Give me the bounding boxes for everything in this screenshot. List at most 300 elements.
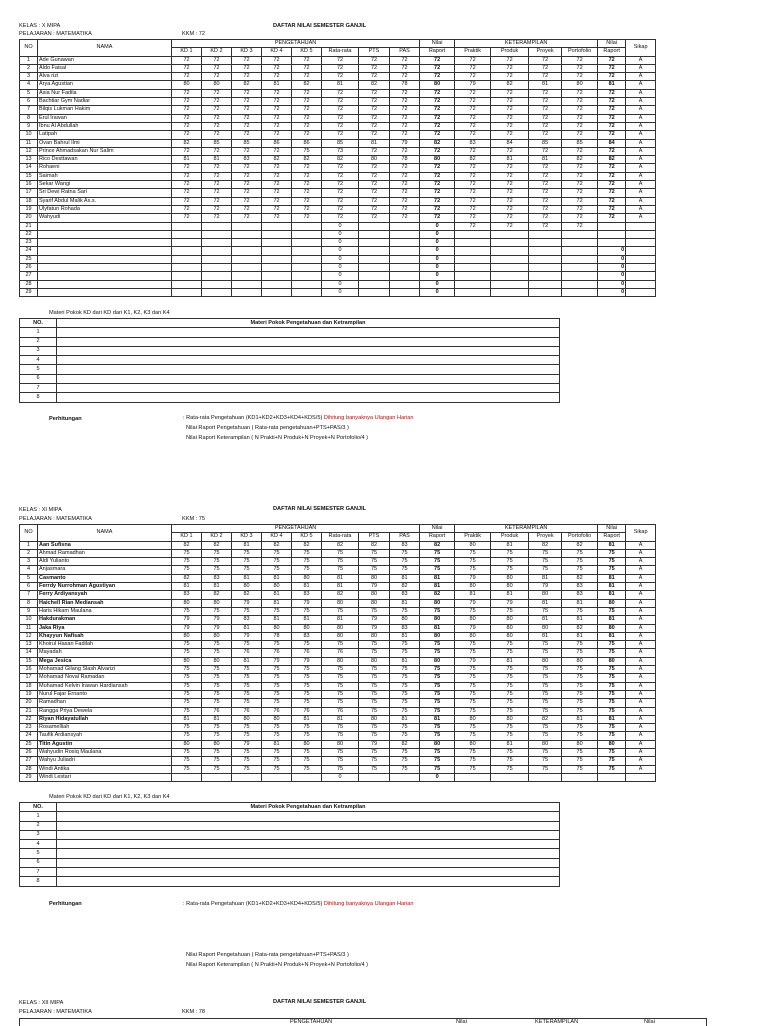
cell-value: 75 xyxy=(420,674,455,682)
cell-value xyxy=(202,255,232,263)
cell-no: 28 xyxy=(20,280,38,288)
cell-value: 83 xyxy=(292,591,322,599)
cell-no: 5 xyxy=(20,89,38,97)
cell-value: 72 xyxy=(598,89,626,97)
table-row xyxy=(20,682,656,690)
cell-value: 75 xyxy=(598,649,626,657)
cell-value: 72 xyxy=(529,197,562,205)
cell-value: 75 xyxy=(172,682,202,690)
cell-value: 72 xyxy=(491,89,529,97)
cell-value: 75 xyxy=(420,549,455,557)
cell-value xyxy=(262,239,292,247)
cell-value xyxy=(262,288,292,296)
cell-value: 72 xyxy=(455,205,491,213)
cell-value: 72 xyxy=(262,189,292,197)
cell-value: 75 xyxy=(359,674,390,682)
cell-value: 75 xyxy=(529,699,562,707)
cell-value: 72 xyxy=(390,164,420,172)
cell-value xyxy=(562,255,598,263)
cell-nama: Casmanto xyxy=(38,574,172,582)
cell-value: 81 xyxy=(262,599,292,607)
cell-value: 72 xyxy=(390,89,420,97)
cell-value: 72 xyxy=(292,64,322,72)
cell-value xyxy=(455,280,491,288)
cell-value: 72 xyxy=(562,131,598,139)
cell-value: 72 xyxy=(202,114,232,122)
cell-value xyxy=(562,773,598,781)
cell-value: 75 xyxy=(529,682,562,690)
cell-value: 0 xyxy=(420,230,455,238)
cell-value: 80 xyxy=(491,715,529,723)
cell-value: 72 xyxy=(491,106,529,114)
cell-value: 72 xyxy=(172,98,202,106)
cell-value: 72 xyxy=(322,172,359,180)
cell-value: 72 xyxy=(322,214,359,222)
cell-value xyxy=(455,272,491,280)
cell-value: 72 xyxy=(562,222,598,230)
materi-row xyxy=(20,384,560,393)
cell-value: 72 xyxy=(322,205,359,213)
cell-value: 79 xyxy=(292,599,322,607)
cell-value: A xyxy=(626,624,656,632)
cell-nama xyxy=(38,222,172,230)
cell-value: 0 xyxy=(420,239,455,247)
cell-value: A xyxy=(626,674,656,682)
cell-value xyxy=(390,272,420,280)
cell-value: 72 xyxy=(232,214,262,222)
cell-value: 72 xyxy=(262,147,292,155)
table-row xyxy=(20,147,656,155)
cell-value: 75 xyxy=(598,724,626,732)
table-row xyxy=(20,574,656,582)
cell-value: 72 xyxy=(455,189,491,197)
cell-value: 72 xyxy=(359,147,390,155)
cell-value: 72 xyxy=(455,147,491,155)
table-row xyxy=(20,239,656,247)
cell-value: 75 xyxy=(322,757,359,765)
cell-value: 72 xyxy=(455,172,491,180)
cell-value: 75 xyxy=(232,749,262,757)
cell-nama: Taufik Ardiansyah xyxy=(38,732,172,740)
cell-value: 75 xyxy=(491,707,529,715)
cell-value: 72 xyxy=(202,122,232,130)
cell-no: 13 xyxy=(20,156,38,164)
cell-value: 75 xyxy=(529,765,562,773)
cell-no: 12 xyxy=(20,632,38,640)
cell-value xyxy=(390,288,420,296)
cell-value: 72 xyxy=(491,122,529,130)
cell-value xyxy=(455,247,491,255)
cell-value: 75 xyxy=(529,757,562,765)
materi-no: 3 xyxy=(20,346,57,355)
cell-value: 78 xyxy=(390,81,420,89)
cell-value: 75 xyxy=(359,690,390,698)
cell-value: 75 xyxy=(202,566,232,574)
cell-value: 0 xyxy=(598,264,626,272)
cell-value: 75 xyxy=(292,690,322,698)
materi-row xyxy=(20,849,560,858)
cell-value xyxy=(172,222,202,230)
cell-value: A xyxy=(626,632,656,640)
cell-value: 72 xyxy=(359,189,390,197)
cell-value: 81 xyxy=(529,81,562,89)
materi-no: 8 xyxy=(20,393,57,402)
cell-value: 82 xyxy=(420,541,455,549)
cell-value: 75 xyxy=(598,607,626,615)
section3-pengetahuan-head: PENGETAHUAN xyxy=(290,1019,333,1025)
cell-value: 79 xyxy=(202,616,232,624)
cell-value: 80 xyxy=(529,657,562,665)
cell-value xyxy=(529,280,562,288)
subheader-raport-2: Raport xyxy=(598,533,626,541)
materi-content xyxy=(57,821,560,830)
table-row xyxy=(20,707,656,715)
cell-value: 81 xyxy=(390,574,420,582)
cell-nama: Prince Ahmadsakan Nur Salim xyxy=(38,147,172,155)
cell-value: 81 xyxy=(322,574,359,582)
header-nilai-2: Nilai xyxy=(598,525,626,533)
cell-value xyxy=(491,239,529,247)
cell-value xyxy=(292,264,322,272)
cell-value: 75 xyxy=(202,558,232,566)
grade-table xyxy=(19,39,656,297)
cell-value: 81 xyxy=(491,657,529,665)
cell-value: 79 xyxy=(292,657,322,665)
cell-value xyxy=(262,272,292,280)
cell-value: 81 xyxy=(202,583,232,591)
table-header-row xyxy=(20,40,656,48)
cell-value: 72 xyxy=(455,64,491,72)
cell-nama: Aan Sufisna xyxy=(38,541,172,549)
cell-value: 72 xyxy=(322,122,359,130)
cell-value: 75 xyxy=(420,666,455,674)
cell-nama: Syarif Abdul Malik As.s. xyxy=(38,197,172,205)
cell-value: 72 xyxy=(322,114,359,122)
cell-value: 72 xyxy=(420,89,455,97)
cell-value: 75 xyxy=(491,549,529,557)
cell-value: 82 xyxy=(262,156,292,164)
cell-value: 80 xyxy=(491,574,529,582)
cell-value: 75 xyxy=(262,699,292,707)
cell-value: 0 xyxy=(420,773,455,781)
cell-value: 75 xyxy=(420,707,455,715)
cell-value: 72 xyxy=(491,164,529,172)
cell-value: 75 xyxy=(172,666,202,674)
cell-value: 72 xyxy=(172,172,202,180)
cell-value: 0 xyxy=(322,280,359,288)
cell-value: 72 xyxy=(390,197,420,205)
cell-value: 75 xyxy=(172,749,202,757)
cell-value: 72 xyxy=(359,98,390,106)
cell-value: 79 xyxy=(359,583,390,591)
cell-value: 80 xyxy=(529,624,562,632)
cell-value: 75 xyxy=(232,699,262,707)
cell-nama: Ibnu Al Abdullah xyxy=(38,122,172,130)
cell-value: A xyxy=(626,707,656,715)
cell-value xyxy=(172,280,202,288)
cell-value: 72 xyxy=(172,214,202,222)
cell-value xyxy=(390,247,420,255)
cell-nama xyxy=(38,272,172,280)
cell-value: 75 xyxy=(562,765,598,773)
cell-no: 2 xyxy=(20,64,38,72)
cell-no: 9 xyxy=(20,122,38,130)
cell-no: 14 xyxy=(20,164,38,172)
cell-value: A xyxy=(626,56,656,64)
cell-value: 72 xyxy=(232,197,262,205)
cell-nama: Wahyudi xyxy=(38,214,172,222)
cell-value: 72 xyxy=(322,89,359,97)
cell-value: 81 xyxy=(598,616,626,624)
subheader-pengetahuan-7: PAS xyxy=(390,48,420,56)
materi-no: 7 xyxy=(20,868,57,877)
cell-nama: Ramadhan xyxy=(38,699,172,707)
cell-value: 75 xyxy=(202,749,232,757)
cell-value xyxy=(598,230,626,238)
cell-value: 0 xyxy=(420,288,455,296)
cell-no: 18 xyxy=(20,197,38,205)
materi-content xyxy=(57,384,560,393)
cell-value: 75 xyxy=(562,682,598,690)
table-row xyxy=(20,765,656,773)
subheader-raport: Raport xyxy=(420,533,455,541)
cell-value: 72 xyxy=(322,106,359,114)
cell-value: 80 xyxy=(359,632,390,640)
cell-value: 72 xyxy=(322,164,359,172)
cell-value: 72 xyxy=(202,73,232,81)
cell-no: 2 xyxy=(20,549,38,557)
cell-nama: Rosamelliah xyxy=(38,724,172,732)
materi-row xyxy=(20,346,560,355)
cell-value: 78 xyxy=(262,632,292,640)
section1-perhitungan-label: Perhitungan xyxy=(49,416,82,422)
cell-value: 75 xyxy=(491,674,529,682)
cell-nama: Mohamad Gilang Slash Alvarizi xyxy=(38,666,172,674)
cell-value: 72 xyxy=(202,98,232,106)
cell-value: 72 xyxy=(529,147,562,155)
cell-value: 75 xyxy=(455,699,491,707)
cell-value: 75 xyxy=(390,765,420,773)
cell-value: 76 xyxy=(232,649,262,657)
cell-value: 81 xyxy=(390,715,420,723)
cell-no: 25 xyxy=(20,255,38,263)
cell-value: 75 xyxy=(322,641,359,649)
cell-value: 75 xyxy=(232,690,262,698)
cell-value: 81 xyxy=(562,715,598,723)
cell-value xyxy=(292,773,322,781)
cell-value: 72 xyxy=(598,131,626,139)
cell-value: 72 xyxy=(455,164,491,172)
cell-value: 81 xyxy=(232,574,262,582)
cell-value: 72 xyxy=(292,181,322,189)
cell-value: 72 xyxy=(562,205,598,213)
cell-value: 75 xyxy=(172,757,202,765)
cell-value: 82 xyxy=(390,583,420,591)
cell-value: 72 xyxy=(232,172,262,180)
cell-value: 82 xyxy=(529,715,562,723)
cell-value: A xyxy=(626,214,656,222)
cell-value: 80 xyxy=(529,591,562,599)
cell-value: 83 xyxy=(172,591,202,599)
cell-value: 75 xyxy=(455,641,491,649)
cell-value: 75 xyxy=(292,566,322,574)
subheader-pengetahuan-2: KD 3 xyxy=(232,533,262,541)
table-row xyxy=(20,749,656,757)
cell-value: 72 xyxy=(359,214,390,222)
cell-no: 10 xyxy=(20,131,38,139)
cell-value: 75 xyxy=(292,732,322,740)
cell-value: 82 xyxy=(172,541,202,549)
cell-value: 81 xyxy=(232,541,262,549)
cell-value xyxy=(359,222,390,230)
cell-value: 81 xyxy=(172,715,202,723)
cell-value xyxy=(359,239,390,247)
cell-value: 80 xyxy=(598,599,626,607)
cell-value: 75 xyxy=(562,674,598,682)
cell-value: 72 xyxy=(202,147,232,155)
section1-formula-2: Nilai Raport Pengetahuan ( Rata-rata pengetahuan+PTS+PAS/3 ) xyxy=(186,425,349,431)
cell-value xyxy=(390,239,420,247)
materi-header-row xyxy=(20,803,560,812)
table-row xyxy=(20,205,656,213)
cell-value: 76 xyxy=(232,707,262,715)
subheader-keterampilan-2: Proyek xyxy=(529,533,562,541)
cell-value: 75 xyxy=(359,566,390,574)
cell-value xyxy=(359,773,390,781)
cell-value: 72 xyxy=(420,56,455,64)
subheader-pengetahuan-7: PAS xyxy=(390,533,420,541)
materi-no: 5 xyxy=(20,849,57,858)
cell-value: 80 xyxy=(202,657,232,665)
cell-value: 80 xyxy=(262,624,292,632)
materi-row xyxy=(20,374,560,383)
cell-value: 80 xyxy=(202,632,232,640)
cell-value: 72 xyxy=(172,197,202,205)
table-row xyxy=(20,214,656,222)
cell-value: 75 xyxy=(262,674,292,682)
table-row xyxy=(20,73,656,81)
section2-kelas: KELAS : XI MIPA xyxy=(19,507,62,513)
materi-row xyxy=(20,877,560,886)
cell-no: 4 xyxy=(20,566,38,574)
header-sikap: Sikap xyxy=(626,525,656,542)
cell-value: 75 xyxy=(292,147,322,155)
cell-value: 75 xyxy=(598,732,626,740)
cell-value: 75 xyxy=(292,549,322,557)
cell-value: 72 xyxy=(491,197,529,205)
cell-no: 24 xyxy=(20,732,38,740)
cell-value xyxy=(390,230,420,238)
cell-value: 81 xyxy=(292,616,322,624)
cell-value: A xyxy=(626,147,656,155)
cell-value: 72 xyxy=(322,131,359,139)
section3-pelajaran: PELAJARAN : MATEMATIKA xyxy=(19,1009,92,1015)
cell-value: 72 xyxy=(562,98,598,106)
cell-value: 72 xyxy=(491,131,529,139)
cell-value: 72 xyxy=(172,189,202,197)
cell-value: 80 xyxy=(359,574,390,582)
cell-value: 80 xyxy=(172,740,202,748)
cell-value: 75 xyxy=(562,566,598,574)
section1-materi-table xyxy=(19,318,560,403)
cell-value: 75 xyxy=(359,765,390,773)
cell-value: 0 xyxy=(420,264,455,272)
cell-nama: Sekar Wangi xyxy=(38,181,172,189)
cell-value: 82 xyxy=(322,541,359,549)
cell-value: 75 xyxy=(322,749,359,757)
cell-no: 13 xyxy=(20,641,38,649)
cell-value: A xyxy=(626,81,656,89)
cell-value: 75 xyxy=(455,566,491,574)
cell-value: 81 xyxy=(420,574,455,582)
cell-value: 72 xyxy=(390,73,420,81)
cell-value: 72 xyxy=(292,89,322,97)
cell-value: 72 xyxy=(420,197,455,205)
cell-value: 75 xyxy=(420,690,455,698)
header-pengetahuan: PENGETAHUAN xyxy=(172,40,420,48)
table-row xyxy=(20,131,656,139)
cell-no: 26 xyxy=(20,749,38,757)
cell-value: 72 xyxy=(232,189,262,197)
cell-value xyxy=(562,239,598,247)
cell-value xyxy=(359,255,390,263)
cell-value: 72 xyxy=(359,73,390,81)
cell-value xyxy=(390,264,420,272)
cell-value: 75 xyxy=(359,641,390,649)
cell-value: 72 xyxy=(491,214,529,222)
cell-value: 75 xyxy=(202,607,232,615)
table-row xyxy=(20,674,656,682)
cell-value: 72 xyxy=(172,64,202,72)
cell-value: 80 xyxy=(420,81,455,89)
cell-value: 82 xyxy=(455,156,491,164)
formula-1-text: : Rata-rata Pengetahuan (KD1+KD2+KD3+KD4+KDS/5) xyxy=(183,415,323,421)
cell-value: 75 xyxy=(262,607,292,615)
cell-value: 76 xyxy=(202,707,232,715)
header-no: NO xyxy=(20,40,38,57)
cell-value: 75 xyxy=(562,690,598,698)
cell-value: 72 xyxy=(390,64,420,72)
cell-value: 75 xyxy=(232,549,262,557)
cell-value: 72 xyxy=(529,205,562,213)
cell-value xyxy=(172,272,202,280)
cell-value: 80 xyxy=(420,740,455,748)
cell-nama xyxy=(38,230,172,238)
materi-content xyxy=(57,356,560,365)
header-nilai: Nilai xyxy=(420,525,455,533)
cell-value: 75 xyxy=(455,724,491,732)
cell-value: 72 xyxy=(359,64,390,72)
cell-no: 11 xyxy=(20,624,38,632)
cell-value: A xyxy=(626,607,656,615)
cell-nama xyxy=(38,264,172,272)
cell-value xyxy=(529,773,562,781)
table-row xyxy=(20,641,656,649)
cell-value: 72 xyxy=(529,98,562,106)
cell-value xyxy=(262,280,292,288)
cell-value xyxy=(262,230,292,238)
table-row xyxy=(20,64,656,72)
cell-no: 16 xyxy=(20,666,38,674)
cell-value: 75 xyxy=(491,649,529,657)
cell-value: 81 xyxy=(202,156,232,164)
cell-value: A xyxy=(626,641,656,649)
materi-header-row xyxy=(20,319,560,328)
cell-nama xyxy=(38,247,172,255)
cell-value: A xyxy=(626,156,656,164)
cell-value: 75 xyxy=(359,699,390,707)
cell-value: 83 xyxy=(562,583,598,591)
